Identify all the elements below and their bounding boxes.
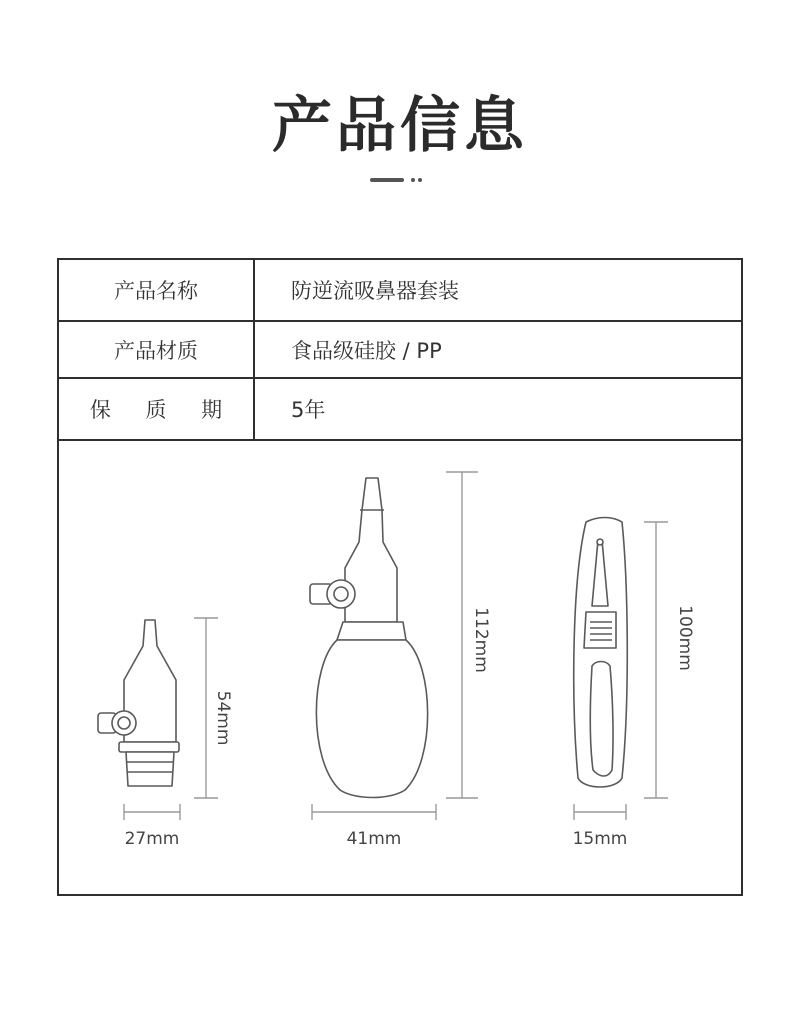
spec-label-name: 产品名称 [59, 260, 255, 320]
spec-value-name: 防逆流吸鼻器套装 [291, 279, 459, 303]
tip-width-label: 27mm [124, 829, 180, 849]
page-title: 产品信息 [272, 91, 528, 161]
tip-height-label: 54mm [213, 690, 233, 746]
nasal-tip-illustration [98, 620, 179, 786]
tweezer-height-label: 100mm [675, 605, 695, 671]
spec-value-shelf-life: 5年 [291, 398, 326, 422]
tweezers-illustration [574, 518, 628, 788]
tweezer-width-label: 15mm [572, 829, 628, 849]
spec-label-material: 产品材质 [59, 322, 255, 377]
bulb-aspirator-illustration [310, 478, 428, 798]
bulb-width-label: 41mm [346, 829, 402, 849]
bulb-height-label: 112mm [471, 607, 491, 673]
spec-label-shelf-life: 保 质 期 [59, 379, 255, 439]
spec-value-material: 食品级硅胶 / PP [291, 338, 442, 363]
